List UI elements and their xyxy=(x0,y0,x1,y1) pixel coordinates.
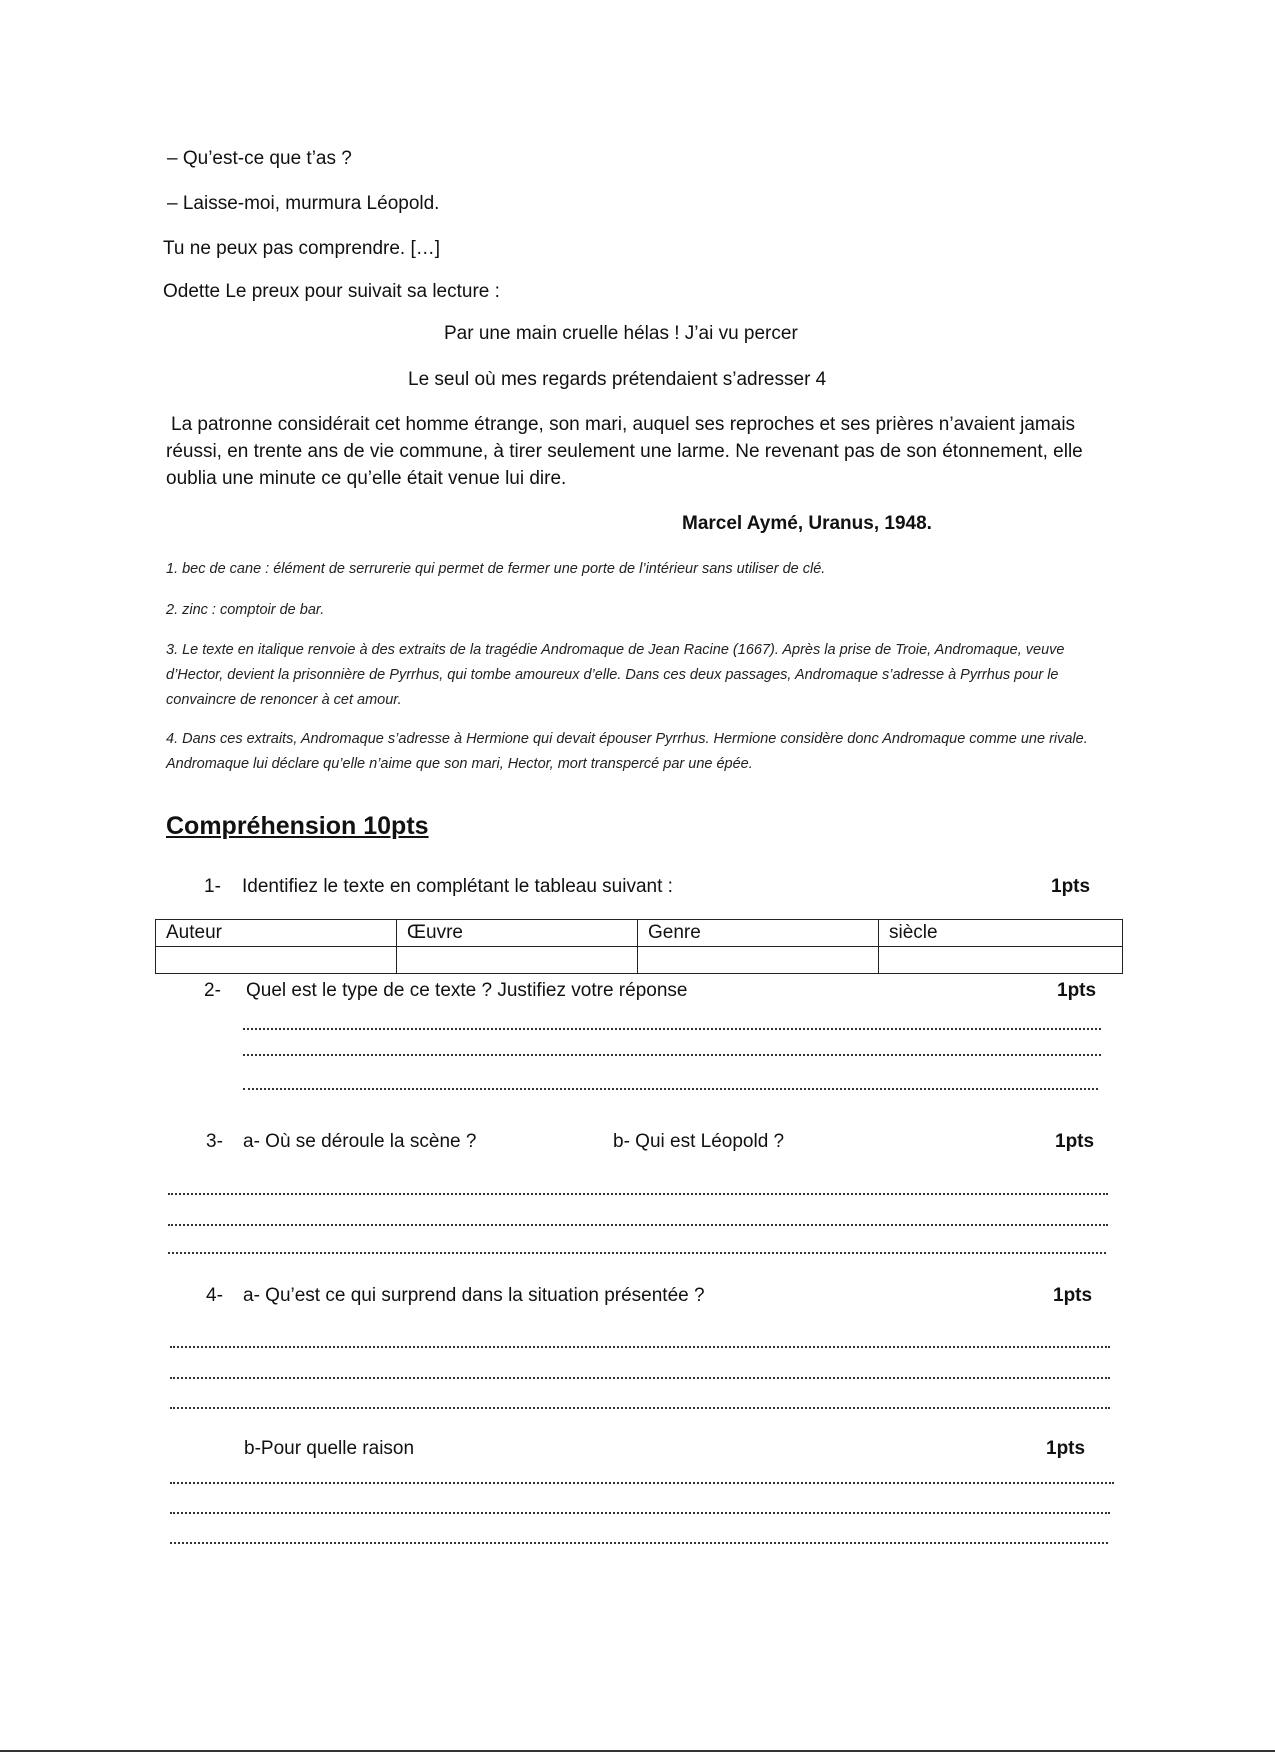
footnote-3: 3. Le texte en italique renvoie à des extraits de la tragédie Andromaque de Jean Racine (1667). Après la prise de Troie, Andromaque, veuve d’Hector, devient la prisonnière de Pyrrhus, qui tombe amoureux d’elle. Dans ces deux passages, Andromaque s’adresse à Pyrrhus pour le convaincre de renoncer à cet amour. xyxy=(166,642,1065,708)
q4b-points: 1pts xyxy=(1046,1438,1086,1459)
q3-part-b: b- Qui est Léopold ? xyxy=(613,1131,785,1152)
answer-line[interactable] xyxy=(168,1224,1108,1226)
q2-points: 1pts xyxy=(1057,980,1097,1001)
header-siecle: siècle xyxy=(879,920,1123,947)
footnote-4: 4. Dans ces extraits, Andromaque s’adresse à Hermione qui devait épouser Pyrrhus. Hermione considère donc Andromaque comme une rivale. Andromaque lui déclare qu’elle n’aime que son mari, Hector, mort transpercé par une épée. xyxy=(166,731,1088,772)
q3-number: 3- xyxy=(206,1131,223,1152)
answer-line[interactable] xyxy=(170,1377,1110,1379)
q2-number: 2- xyxy=(204,980,221,1001)
answer-line[interactable] xyxy=(243,1088,1098,1090)
table-header-row xyxy=(156,920,1123,947)
answer-line[interactable] xyxy=(170,1346,1110,1348)
q4-points: 1pts xyxy=(1053,1285,1093,1306)
q1-points: 1pts xyxy=(1051,876,1091,897)
dialogue-line-2: – Laisse-moi, murmura Léopold. xyxy=(167,193,440,214)
q1-number: 1- xyxy=(204,876,221,897)
answer-line[interactable] xyxy=(170,1407,1110,1409)
attribution: Marcel Aymé, Uranus, 1948. xyxy=(682,513,932,534)
answer-line[interactable] xyxy=(243,1054,1101,1056)
q3-points: 1pts xyxy=(1055,1131,1095,1152)
verse-line-2: Le seul où mes regards prétendaient s’adresser 4 xyxy=(408,369,827,390)
q2-text: Quel est le type de ce texte ? Justifiez votre réponse xyxy=(246,980,688,1001)
q4-number: 4- xyxy=(206,1285,223,1306)
answer-line[interactable] xyxy=(170,1542,1108,1544)
q4b-text: b-Pour quelle raison xyxy=(244,1438,415,1459)
answer-line[interactable] xyxy=(170,1482,1114,1484)
q1-text: Identifiez le texte en complétant le tableau suivant : xyxy=(242,876,673,897)
header-genre: Genre xyxy=(638,920,879,947)
header-auteur: Auteur xyxy=(156,920,397,947)
section-title: Compréhension 10pts xyxy=(166,812,429,840)
answer-cell-auteur[interactable] xyxy=(156,947,397,974)
header-oeuvre: Œuvre xyxy=(397,920,638,947)
footnote-1: 1. bec de cane : élément de serrurerie qui permet de fermer une porte de l’intérieur sans utiliser de clé. xyxy=(166,561,826,577)
verse-line-1: Par une main cruelle hélas ! J’ai vu percer xyxy=(444,323,798,344)
answer-line[interactable] xyxy=(168,1193,1108,1195)
answer-line[interactable] xyxy=(243,1028,1101,1030)
identification-table xyxy=(155,919,1123,974)
answer-cell-siecle[interactable] xyxy=(879,947,1123,974)
answer-line[interactable] xyxy=(168,1252,1106,1254)
answer-cell-oeuvre[interactable] xyxy=(397,947,638,974)
text-line-4: Odette Le preux pour suivait sa lecture : xyxy=(163,281,500,302)
q3-part-a: a- Où se déroule la scène ? xyxy=(243,1131,477,1152)
answer-cell-genre[interactable] xyxy=(638,947,879,974)
main-paragraph: La patronne considérait cet homme étrange, son mari, auquel ses reproches et ses prières n’avaient jamais réussi, en trente ans de vie commune, à tirer seulement une larme. Ne revenant pas de son étonnement, elle oublia une minute ce qu’elle était venue lui dire. xyxy=(166,414,1083,489)
dialogue-line-1: – Qu’est-ce que t’as ? xyxy=(167,148,352,169)
answer-line[interactable] xyxy=(170,1512,1110,1514)
text-line-3: Tu ne peux pas comprendre. […] xyxy=(163,238,441,259)
table-answer-row xyxy=(156,947,1123,974)
q4-part-a: a- Qu’est ce qui surprend dans la situation présentée ? xyxy=(243,1285,705,1306)
footnote-2: 2. zinc : comptoir de bar. xyxy=(166,602,325,618)
page-bottom-rule xyxy=(0,1750,1275,1752)
